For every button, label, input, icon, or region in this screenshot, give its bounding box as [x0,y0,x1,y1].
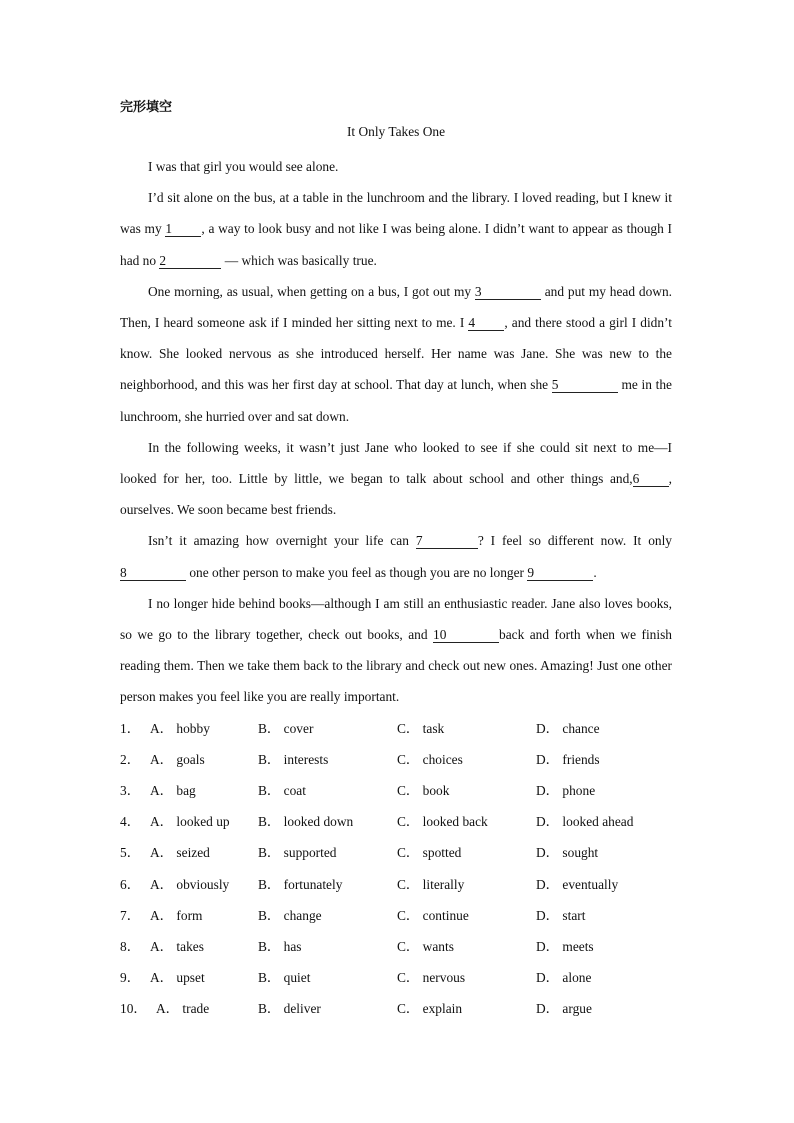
option-a: A． obviously [150,876,230,892]
blank-2: 2 [159,254,221,269]
option-b: B． quiet [258,970,311,986]
option-d: D． alone [536,970,592,986]
blank-7: 7 [416,534,478,549]
option-a: A． hobby [150,720,210,736]
question-row [120,744,672,775]
blank-9: 9 [527,566,593,581]
question-number: 1． [120,720,141,736]
option-a: A． seized [150,845,210,861]
paragraph-text: I no longer hide behind books—although I am still an enthusiastic reader. Jane also loves books, so we go to the library together, check out books, and [120,595,672,643]
option-a: A． takes [150,938,204,954]
option-b: B． looked down [258,814,354,830]
option-d: D． chance [536,720,600,736]
document-page [120,96,672,1025]
option-a: A． bag [150,783,196,799]
option-c: C． spotted [397,845,462,861]
blank-4: 4 [468,316,504,331]
paragraph-3 [120,276,672,432]
question-number: 6． [120,876,141,892]
option-b: B． coat [258,783,306,799]
passage-body [120,151,672,713]
blank-8: 8 [120,566,186,581]
option-b: B． fortunately [258,876,343,892]
option-d: D． meets [536,938,594,954]
paragraph-text: me in the lunchroom, she hurried over and sat down. [120,377,672,424]
option-a: A． form [150,907,203,923]
question-number: 7． [120,907,141,923]
paragraph-text: back and forth when we finish reading them. Then we take them back to the library and check out new ones. Amazing! Just one other person makes you feel like you are really important. [120,627,672,705]
paragraph-text: I was that girl you would see alone. [148,159,339,174]
paragraph-1 [120,151,672,182]
option-b: B． deliver [258,1001,321,1017]
blank-5: 5 [552,378,618,393]
option-a: A． trade [156,1001,210,1017]
blank-10: 10 [433,628,499,643]
question-number: 9． [120,970,141,986]
question-number: 8． [120,938,141,954]
option-a: A． looked up [150,814,230,830]
question-number: 10． [120,1001,147,1017]
option-d: D． start [536,907,586,923]
option-c: C． choices [397,751,463,767]
option-d: D． argue [536,1001,592,1017]
question-number: 3． [120,783,141,799]
paragraph-text: , a way to look busy and not like I was being alone. I didn’t want to appear as though I had no [120,221,672,268]
question-row [120,869,672,900]
option-b: B． has [258,938,302,954]
paragraph-text: . [593,564,597,580]
blank-6: 6 [633,472,669,487]
option-b: B． change [258,907,322,923]
option-d: D． friends [536,751,600,767]
option-c: C． literally [397,876,465,892]
paragraph-4 [120,432,672,526]
question-row [120,775,672,806]
passage-title: It Only Takes One [346,124,446,139]
question-number: 5． [120,845,141,861]
paragraph-2 [120,182,672,276]
paragraph-text: , ourselves. We soon became best friends. [120,471,672,518]
option-d: D． looked ahead [536,814,634,830]
option-b: B． cover [258,720,314,736]
paragraph-text: I’d sit alone on the bus, at a table in the lunchroom and the library. I loved reading, but I knew it was my [120,190,672,237]
section-heading: 完形填空 [120,100,173,115]
paragraph-5 [120,525,672,587]
option-c: C． looked back [397,814,488,830]
question-row [120,837,672,868]
blank-3: 3 [475,285,541,300]
question-options [120,713,672,1025]
question-number: 4． [120,814,141,830]
paragraph-text: ? I feel so different now. It only [477,533,673,549]
option-c: C． continue [397,907,469,923]
question-row [120,931,672,962]
option-a: A． goals [150,751,205,767]
paragraph-text: , and there stood a girl I didn’t know. She looked nervous as she introduced herself. Her name was Jane. She was new to the neighborhood, and this was her first day at school. That day at lunch, when she [120,315,672,393]
paragraph-6 [120,588,672,713]
paragraph-text: Isn’t it amazing how overnight your life can [148,533,416,549]
option-c: C． book [397,783,450,799]
question-row [120,993,672,1024]
question-row [120,806,672,837]
question-row [120,900,672,931]
option-b: B． supported [258,845,337,861]
paragraph-text: and put my head down. Then, I heard someone ask if I minded her sitting next to me. I [120,283,672,331]
option-c: C． task [397,720,445,736]
option-c: C． nervous [397,970,466,986]
question-row [120,713,672,744]
question-row [120,962,672,993]
option-b: B． interests [258,751,329,767]
paragraph-text: One morning, as usual, when getting on a bus, I got out my [148,283,475,299]
option-a: A． upset [150,970,205,986]
paragraph-text: one other person to make you feel as though you are no longer [186,564,528,580]
paragraph-text: — which was basically true. [221,252,377,268]
option-d: D． sought [536,845,599,861]
blank-1: 1 [165,222,201,237]
option-c: C． wants [397,938,454,954]
option-d: D． eventually [536,876,619,892]
paragraph-text: In the following weeks, it wasn’t just Jane who looked to see if she could sit next to me—I looked for her, too. Little by little, we began to talk about school and other things and, [120,439,672,487]
option-d: D． phone [536,783,596,799]
option-c: C． explain [397,1001,463,1017]
question-number: 2． [120,751,141,767]
